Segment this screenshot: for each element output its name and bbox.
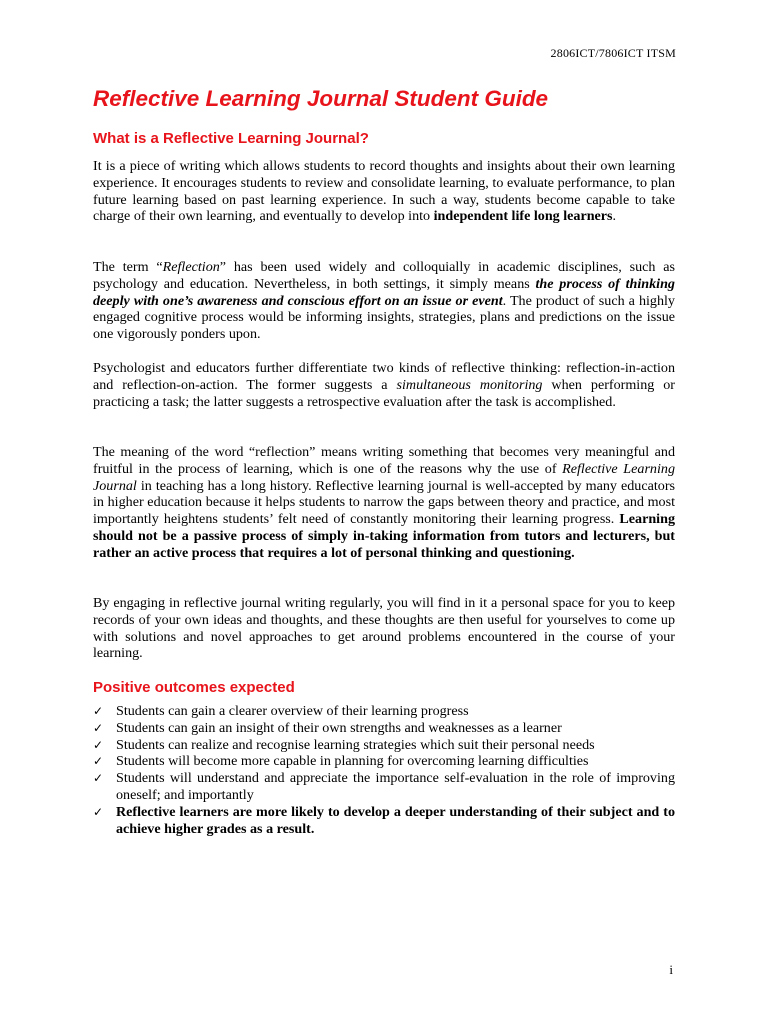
- paragraph-reflective-thinking-b: when performing or practicing a task; the latter suggests a retrospective evaluation after the task is accomplished.: [93, 376, 675, 410]
- paragraph-meaning-italic: Reflective Learning Journal: [93, 460, 675, 494]
- list-item-text: Students can gain an insight of their own strengths and weaknesses as a learner: [116, 719, 562, 736]
- paragraph-term-reflection-emphasis: the process of thinking deeply with one’s awareness and conscious effort on an issue or event: [93, 275, 675, 309]
- section-heading-what-is: What is a Reflective Learning Journal?: [93, 130, 369, 147]
- paragraph-definition: [93, 158, 675, 225]
- document-title: Reflective Learning Journal Student Guide: [93, 86, 549, 111]
- paragraph-meaning-bold: Learning should not be a passive process of simply in-taking information from tutors and lecturers, but rather an active process that requires a lot of personal thinking and questioning.: [93, 511, 675, 561]
- list-item-text: Students can realize and recognise learning strategies which suit their personal needs: [116, 736, 595, 753]
- page-number: i: [669, 962, 673, 977]
- list-item: [93, 737, 675, 754]
- outcomes-list: [93, 703, 675, 837]
- list-item-text: Students will understand and appreciate the importance self-evaluation in the role of improving oneself; and importantly: [116, 770, 675, 803]
- paragraph-term-reflection-italic: Reflection: [162, 259, 220, 275]
- paragraph-term-reflection-b: ” has been used widely and colloquially in academic disciplines, such as psychology and education. Nevertheless, in both settings, it simply means: [93, 259, 675, 292]
- checkmark-icon: ✓: [93, 804, 104, 819]
- paragraph-term-reflection: [93, 259, 675, 343]
- checkmark-icon: ✓: [93, 754, 104, 769]
- paragraph-reflective-thinking-a: Psychologist and educators further differentiate two kinds of reflective thinking: reflection-in-action and reflection-on-action. The former suggests a: [93, 360, 675, 393]
- checkmark-icon: ✓: [93, 720, 104, 735]
- list-item: [93, 720, 675, 737]
- paragraph-engaging: By engaging in reflective journal writing regularly, you will find in it a personal space for you to keep records of your own ideas and thoughts, and these thoughts are then useful for yourselves to come up with solutions and novel approaches to get around problems encountered in the course of your learning.: [93, 595, 675, 662]
- list-item-text: Reflective learners are more likely to develop a deeper understanding of their subject and to achieve higher grades as a result.: [116, 803, 675, 837]
- paragraph-reflective-thinking-italic: simultaneous monitoring: [396, 376, 543, 393]
- list-item: [93, 753, 675, 770]
- paragraph-reflective-thinking: [93, 360, 675, 410]
- paragraph-definition-end: .: [612, 208, 617, 225]
- paragraph-term-reflection-a: The term “: [93, 259, 163, 275]
- list-item-text: Students can gain a clearer overview of their learning progress: [116, 703, 469, 719]
- section-heading-outcomes: Positive outcomes expected: [93, 679, 295, 696]
- course-code-header: 2806ICT/7806ICT ITSM: [550, 46, 676, 60]
- list-item-text: Students will become more capable in planning for overcoming learning difficulties: [116, 753, 589, 770]
- checkmark-icon: ✓: [93, 704, 104, 718]
- paragraph-definition-bold: independent life long learners: [433, 208, 613, 225]
- paragraph-term-reflection-c: . The product of such a highly engaged cognitive process would be informing insights, strategies, plans and predictions on the issue one vigorously ponders upon.: [93, 292, 675, 343]
- paragraph-meaning: [93, 444, 675, 562]
- list-item: [93, 770, 675, 804]
- list-item: [93, 703, 675, 720]
- checkmark-icon: ✓: [93, 771, 104, 786]
- paragraph-meaning-a: The meaning of the word “reflection” means writing something that becomes very meaningful and fruitful in the process of learning, which is one of the reasons why the use of: [93, 444, 675, 477]
- paragraph-definition-text: It is a piece of writing which allows students to record thoughts and insights about their own learning experience. It encourages students to review and consolidate learning, to evaluate performance, to plan future learning based on past learning experience. In such a way, students become capable to take charge of their own learning, and eventually to develop into: [93, 158, 675, 225]
- paragraph-meaning-b: in teaching has a long history. Reflective learning journal is well-accepted by many educators in higher education because it helps students to narrow the gaps between theory and practice, and most importantly heightens students’ felt need of constantly monitoring their learning progress.: [93, 477, 675, 528]
- checkmark-icon: ✓: [93, 737, 104, 752]
- list-item: [93, 804, 675, 838]
